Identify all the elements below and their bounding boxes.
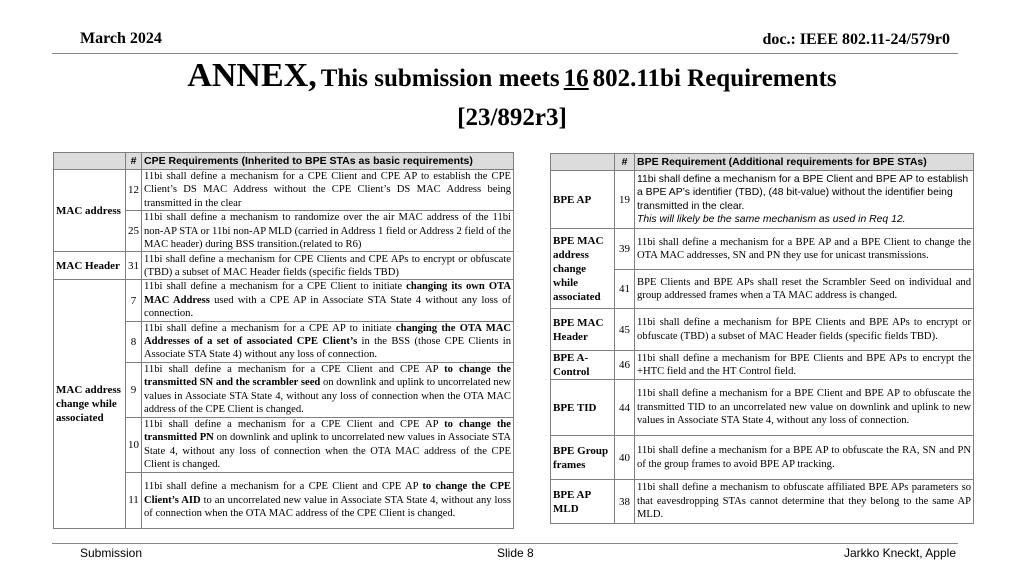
header-doc-id: doc.: IEEE 802.11-24/579r0 [762,31,950,48]
req-text-bold: to change the CPE Client’s AID [144,481,511,506]
req-number: 8 [126,321,142,362]
req-text: 11bi shall define a mechanism for a BPE AP and a BPE Client to change the OTA MAC addresses, SN and PN they use for unicast transmissions. [635,229,974,270]
req-text: 11bi shall define a mechanism to randomize over the air MAC address of the 11bi non-AP STA or 11bi non-AP MLD (carried in Address 1 field or Address 2 field of the MAC header) during BSS transition.(related to R6) [142,211,514,252]
req-text-a: 11bi shall define a mechanism for a CPE AP to initiate [144,322,396,334]
group-mac-address-change: MAC address change while associated [54,280,126,528]
req-number: 40 [615,436,635,480]
group-label: BPE A-Control [551,351,615,380]
req-number: 7 [126,280,142,321]
num-header: # [126,153,142,170]
group-label: BPE AP MLD [551,480,615,524]
req-text: 11bi shall define a mechanism for BPE Clients and BPE APs to encrypt the +HTC field and the HT Control field. [635,351,974,380]
req-text: 11bi shall define a mechanism for BPE Clients and BPE APs to encrypt or obfuscate (TBD) a subset of MAC Header fields (specific fields TBD). [635,309,974,351]
req-text-bold: to change the transmitted SN and the scrambler seed [144,364,511,389]
req-text-b: used with a CPE AP in Associate STA State 4 without any loss of connection. [144,294,511,320]
req-text [142,417,514,472]
title-annex: ANNEX, [187,57,317,94]
cpe-requirements-table [53,152,514,529]
req-number: 46 [615,351,635,380]
req-text [142,280,514,321]
req-text-b: on downlink and uplink to uncorrelated new values in Associate STA State 4, without any loss of connection when the OTA MAC address of the CPE Client is changed. [144,377,512,416]
req-text-note: This will likely be the same mechanism as used in Req 12. [637,213,906,225]
req-number: 38 [615,480,635,524]
group-label: BPE MAC address change while associated [551,229,615,309]
footer-author: Jarkko Kneckt, Apple [843,546,956,560]
req-text: BPE Clients and BPE APs shall reset the Scrambler Seed on individual and group addressed frames when a TA MAC address is changed. [635,270,974,309]
req-text-a: 11bi shall define a mechanism for a CPE Client and CPE AP [144,419,445,431]
group-label: BPE AP [551,171,615,229]
req-text-b: to an uncorrelated new value in Associate STA State 4, without any loss of connection when the OTA MAC address of the CPE Client is changed. [144,494,511,520]
req-number: 39 [615,229,635,270]
req-number: 12 [126,170,142,211]
req-text [142,362,514,417]
table-row [551,380,974,436]
req-text-main: 11bi shall define a mechanism for a BPE Client and BPE AP to establish a BPE AP’s identifier (TBD), (48 bit-value) without the identifier being transmitted in the clear. [637,173,969,212]
group-header [551,154,615,171]
req-text: 11bi shall define a mechanism to obfuscate affiliated BPE APs parameters so that eavesdropping STAs cannot determine that they belong to the same AP MLD. [635,480,974,524]
req-number: 31 [126,252,142,280]
req-text: 11bi shall define a mechanism for CPE Clients and CPE APs to encrypt or obfuscate (TBD) a subset of MAC Header fields (specific fields TBD) [142,252,514,280]
req-text-bold: changing the OTA MAC Addresses of a set of associated CPE Client’s [144,322,511,348]
table-row [551,270,974,309]
req-number: 19 [615,171,635,229]
req-text-a: 11bi shall define a mechanism for a CPE Client and CPE AP [144,364,445,376]
req-text [142,321,514,362]
req-text-bold: to change the transmitted PN [144,419,511,444]
req-number: 9 [126,362,142,417]
table-row [551,436,974,480]
table-row [551,309,974,351]
req-text [635,171,974,229]
header-divider [52,53,958,54]
req-number: 25 [126,211,142,252]
requirement-header: BPE Requirement (Additional requirements for BPE STAs) [635,154,974,171]
group-label: BPE TID [551,380,615,436]
table-header-row [54,153,514,170]
table-row [54,170,514,211]
table-row [551,351,974,380]
req-text-a: 11bi shall define a mechanism for a CPE Client and CPE AP [144,481,423,493]
table-row [54,280,514,321]
req-number: 44 [615,380,635,436]
title-count: 16 [563,65,589,92]
group-header [54,153,126,170]
title-post: 802.11bi Requirements [592,65,837,92]
req-number: 41 [615,270,635,309]
table-row [551,229,974,270]
req-text: 11bi shall define a mechanism for a BPE Client and BPE AP to obfuscate the transmitted TID to an uncorrelated new value on downlink and uplink to new values in Associate STA State 4, without any loss of connection. [635,380,974,436]
req-text-a: 11bi shall define a mechanism for a CPE Client to initiate [144,281,407,293]
req-number: 11 [126,472,142,528]
requirement-header: CPE Requirements (Inherited to BPE STAs as basic requirements) [142,153,514,170]
group-mac-header: MAC Header [54,252,126,280]
footer-submission: Submission [80,546,143,560]
slide-title [60,58,964,136]
group-label: BPE Group frames [551,436,615,480]
req-number: 45 [615,309,635,351]
header-date: March 2024 [80,30,162,47]
req-text-b: in the BSS (those CPE Clients in Associate STA State 4) without any loss of connection. [144,336,511,361]
table-row [54,252,514,280]
group-mac-address: MAC address [54,170,126,252]
table-header-row [551,154,974,171]
table-row [551,480,974,524]
req-text: 11bi shall define a mechanism for a CPE Client and CPE AP to establish the CPE Client’s DS MAC Address without the CPE Client’s DS MAC Address being transmitted in the clear [142,170,514,211]
footer-divider [52,543,958,544]
num-header: # [615,154,635,171]
footer-slide-number: Slide 8 [497,546,534,560]
req-text: 11bi shall define a mechanism for a BPE AP to obfuscate the RA, SN and PN of the group frames to avoid BPE AP tracking. [635,436,974,480]
req-text [142,472,514,528]
req-number: 10 [126,417,142,472]
title-pre: This submission meets [320,65,560,92]
group-label: BPE MAC Header [551,309,615,351]
bpe-requirements-table [550,153,974,524]
title-ref: [23/892r3] [457,104,567,131]
req-text-b: on downlink and uplink to uncorrelated new values in Associate STA State 4, without any loss of connection when the OTA MAC address of the CPE Client is changed. [144,432,512,471]
table-row [551,171,974,229]
req-text-bold: changing its own OTA MAC Address [144,281,511,306]
